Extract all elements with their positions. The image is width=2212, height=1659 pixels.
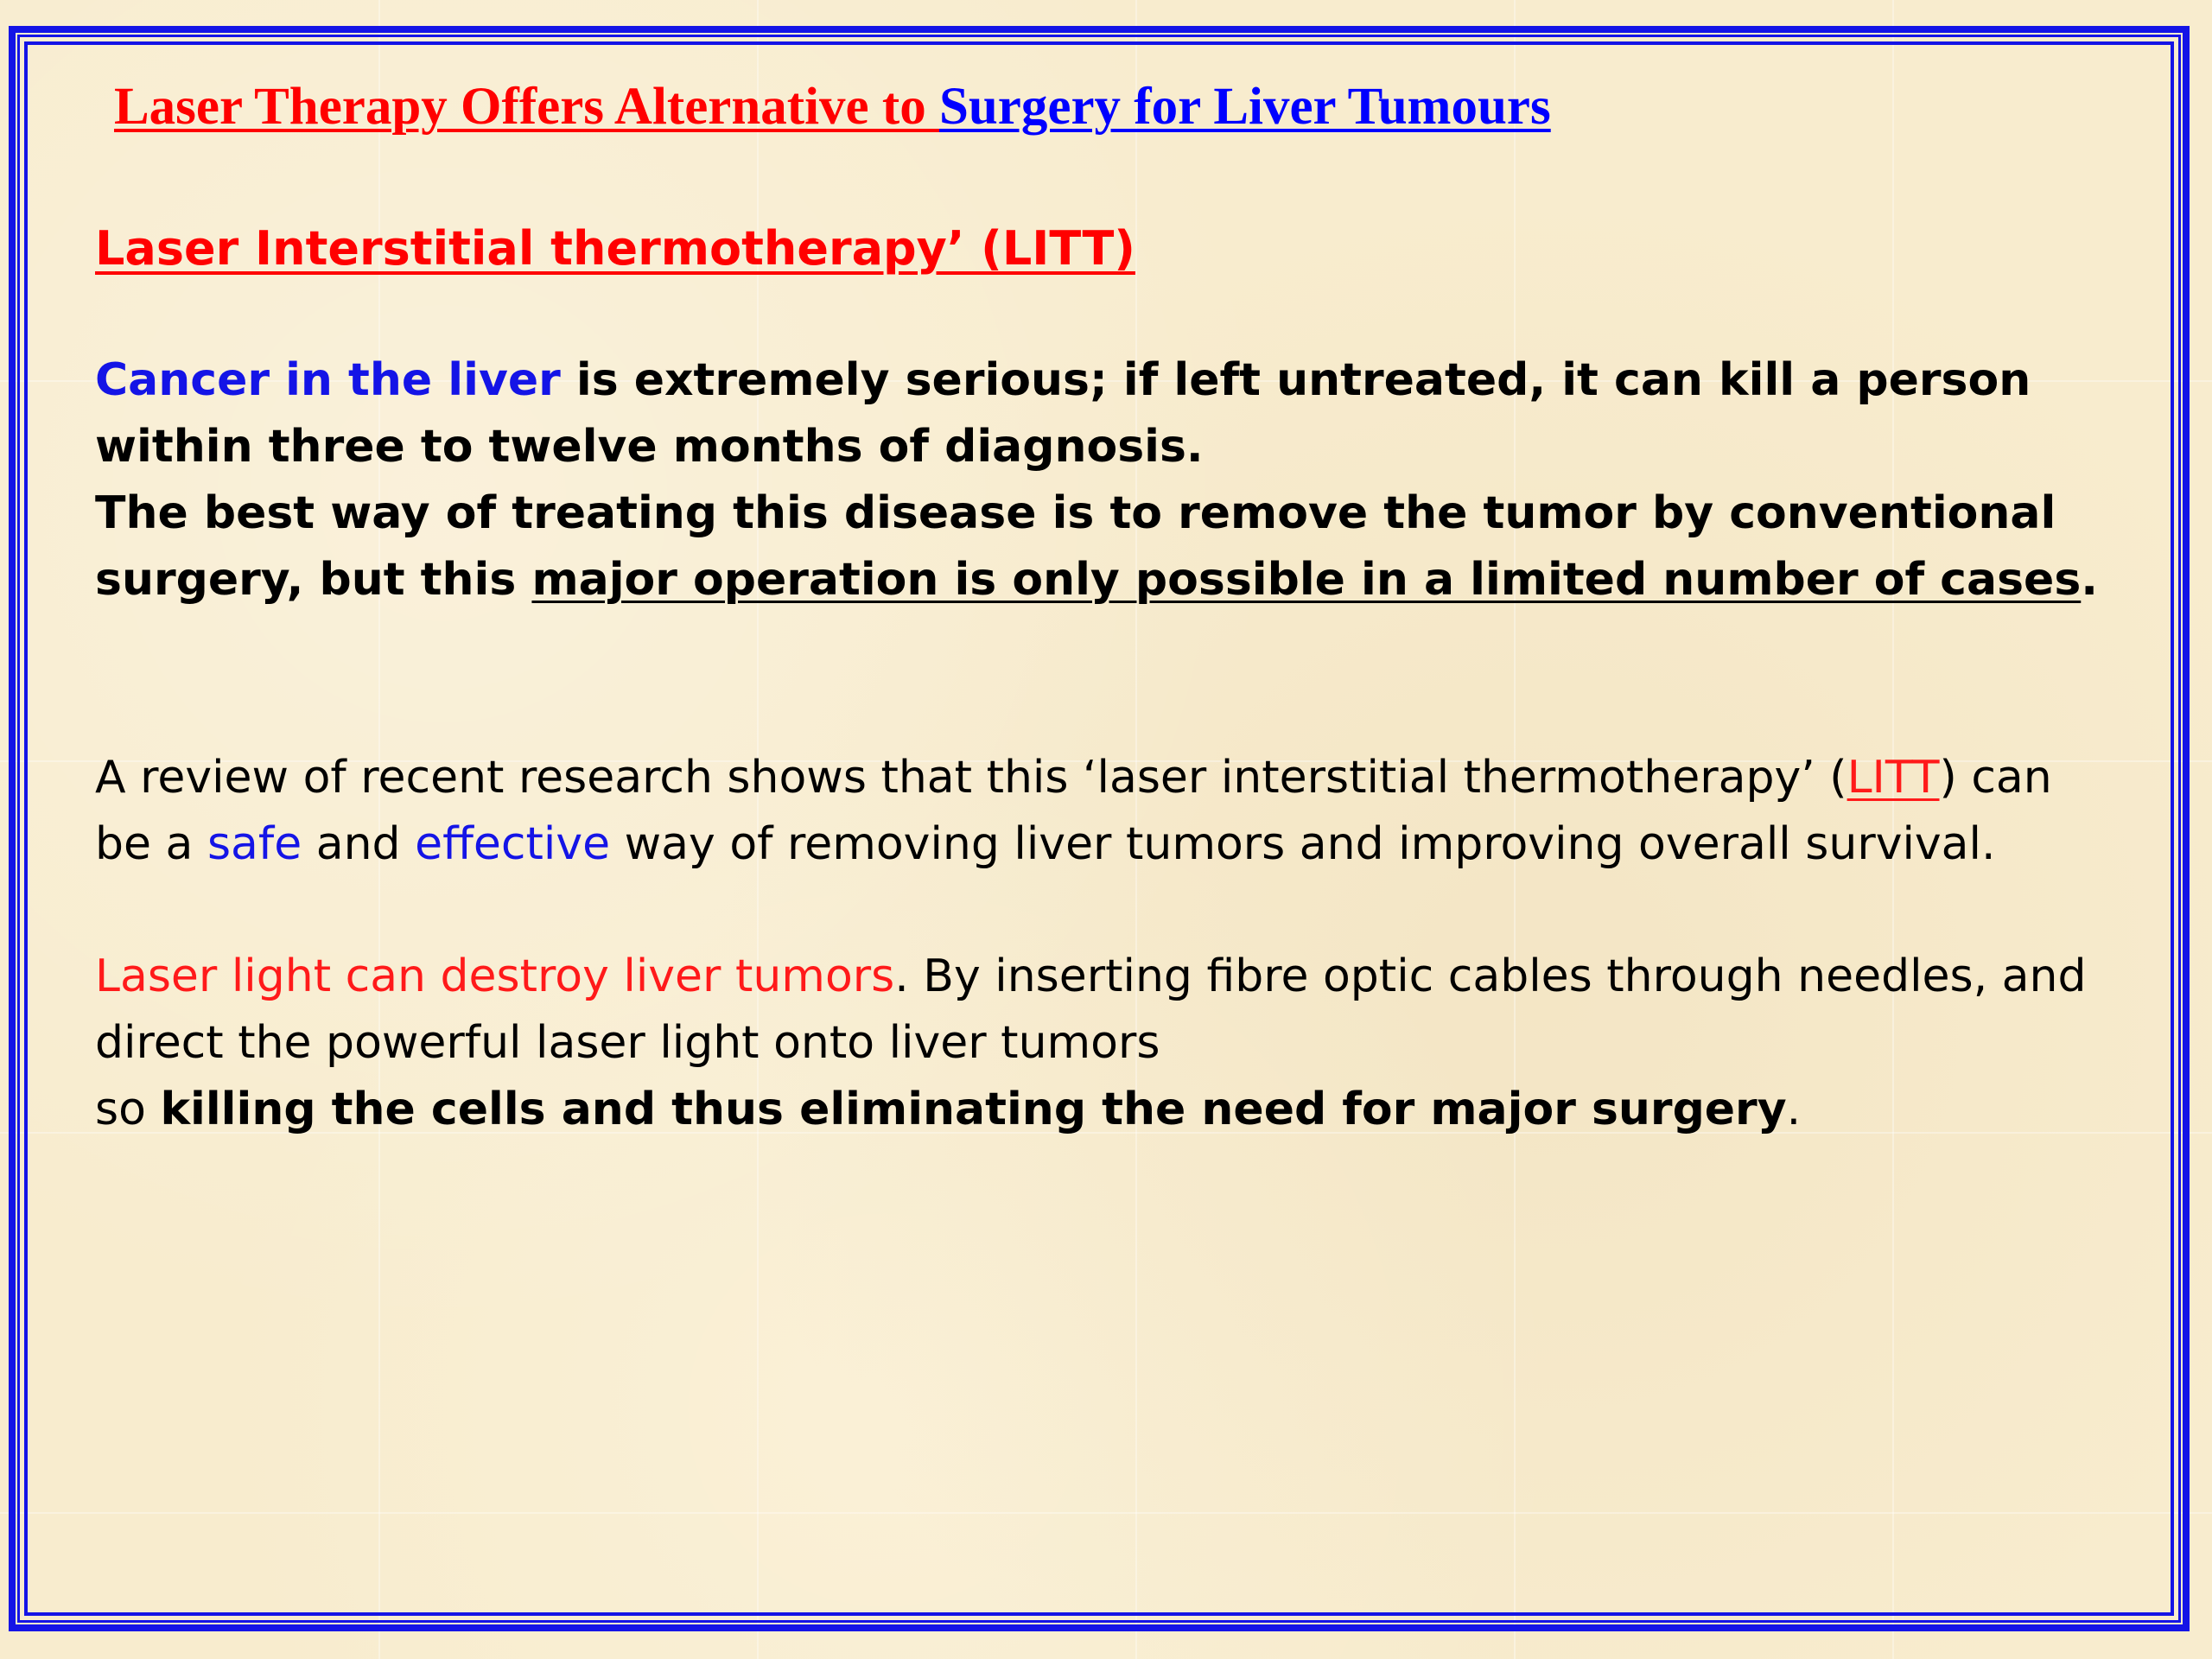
paragraph-review — [95, 745, 2117, 878]
text-run: ) can be a — [95, 752, 2052, 870]
bold-killing-cells: killing the cells and thus eliminating the need for major surgery — [160, 1084, 1787, 1135]
text-run: so — [95, 1084, 161, 1135]
text-run: A review of recent research shows that this ‘laser interstitial thermotherapy’ ( — [95, 752, 1847, 804]
text-run: . By inserting fibre optic cables through needles, and direct the powerful laser light onto liver tumors — [95, 950, 2087, 1069]
underlined-major-operation: major operation is only possible in a limited number of cases — [531, 554, 2082, 606]
section-heading: Laser Interstitial thermotherapy’ (LITT) — [95, 221, 1135, 276]
highlight-litt: LITT — [1847, 752, 1940, 804]
text-run: is extremely serious; if left untreated, it can kill a person within three to twelve months of diagnosis. — [95, 354, 2031, 473]
slide-title — [114, 73, 1551, 142]
highlight-safe: safe — [207, 818, 302, 870]
paragraph-laser-light — [95, 944, 2117, 1143]
text-run: . — [1786, 1084, 1802, 1135]
paragraph-cancer — [95, 347, 2117, 613]
text-run: The best way of treating this disease is to remove the tumor by conventional surgery, but this — [95, 487, 2056, 606]
highlight-laser-light: Laser light can destroy liver tumors — [95, 950, 895, 1002]
highlight-cancer-in-liver: Cancer in the liver — [95, 354, 561, 406]
title-part-blue: Surgery for Liver Tumours — [938, 78, 1551, 136]
text-run: and — [302, 818, 416, 870]
text-run: way of removing liver tumors and improving overall survival. — [610, 818, 1996, 870]
title-part-red: Laser Therapy Offers Alternative to — [114, 78, 939, 136]
highlight-effective: effective — [415, 818, 611, 870]
text-run: . — [2081, 554, 2099, 606]
